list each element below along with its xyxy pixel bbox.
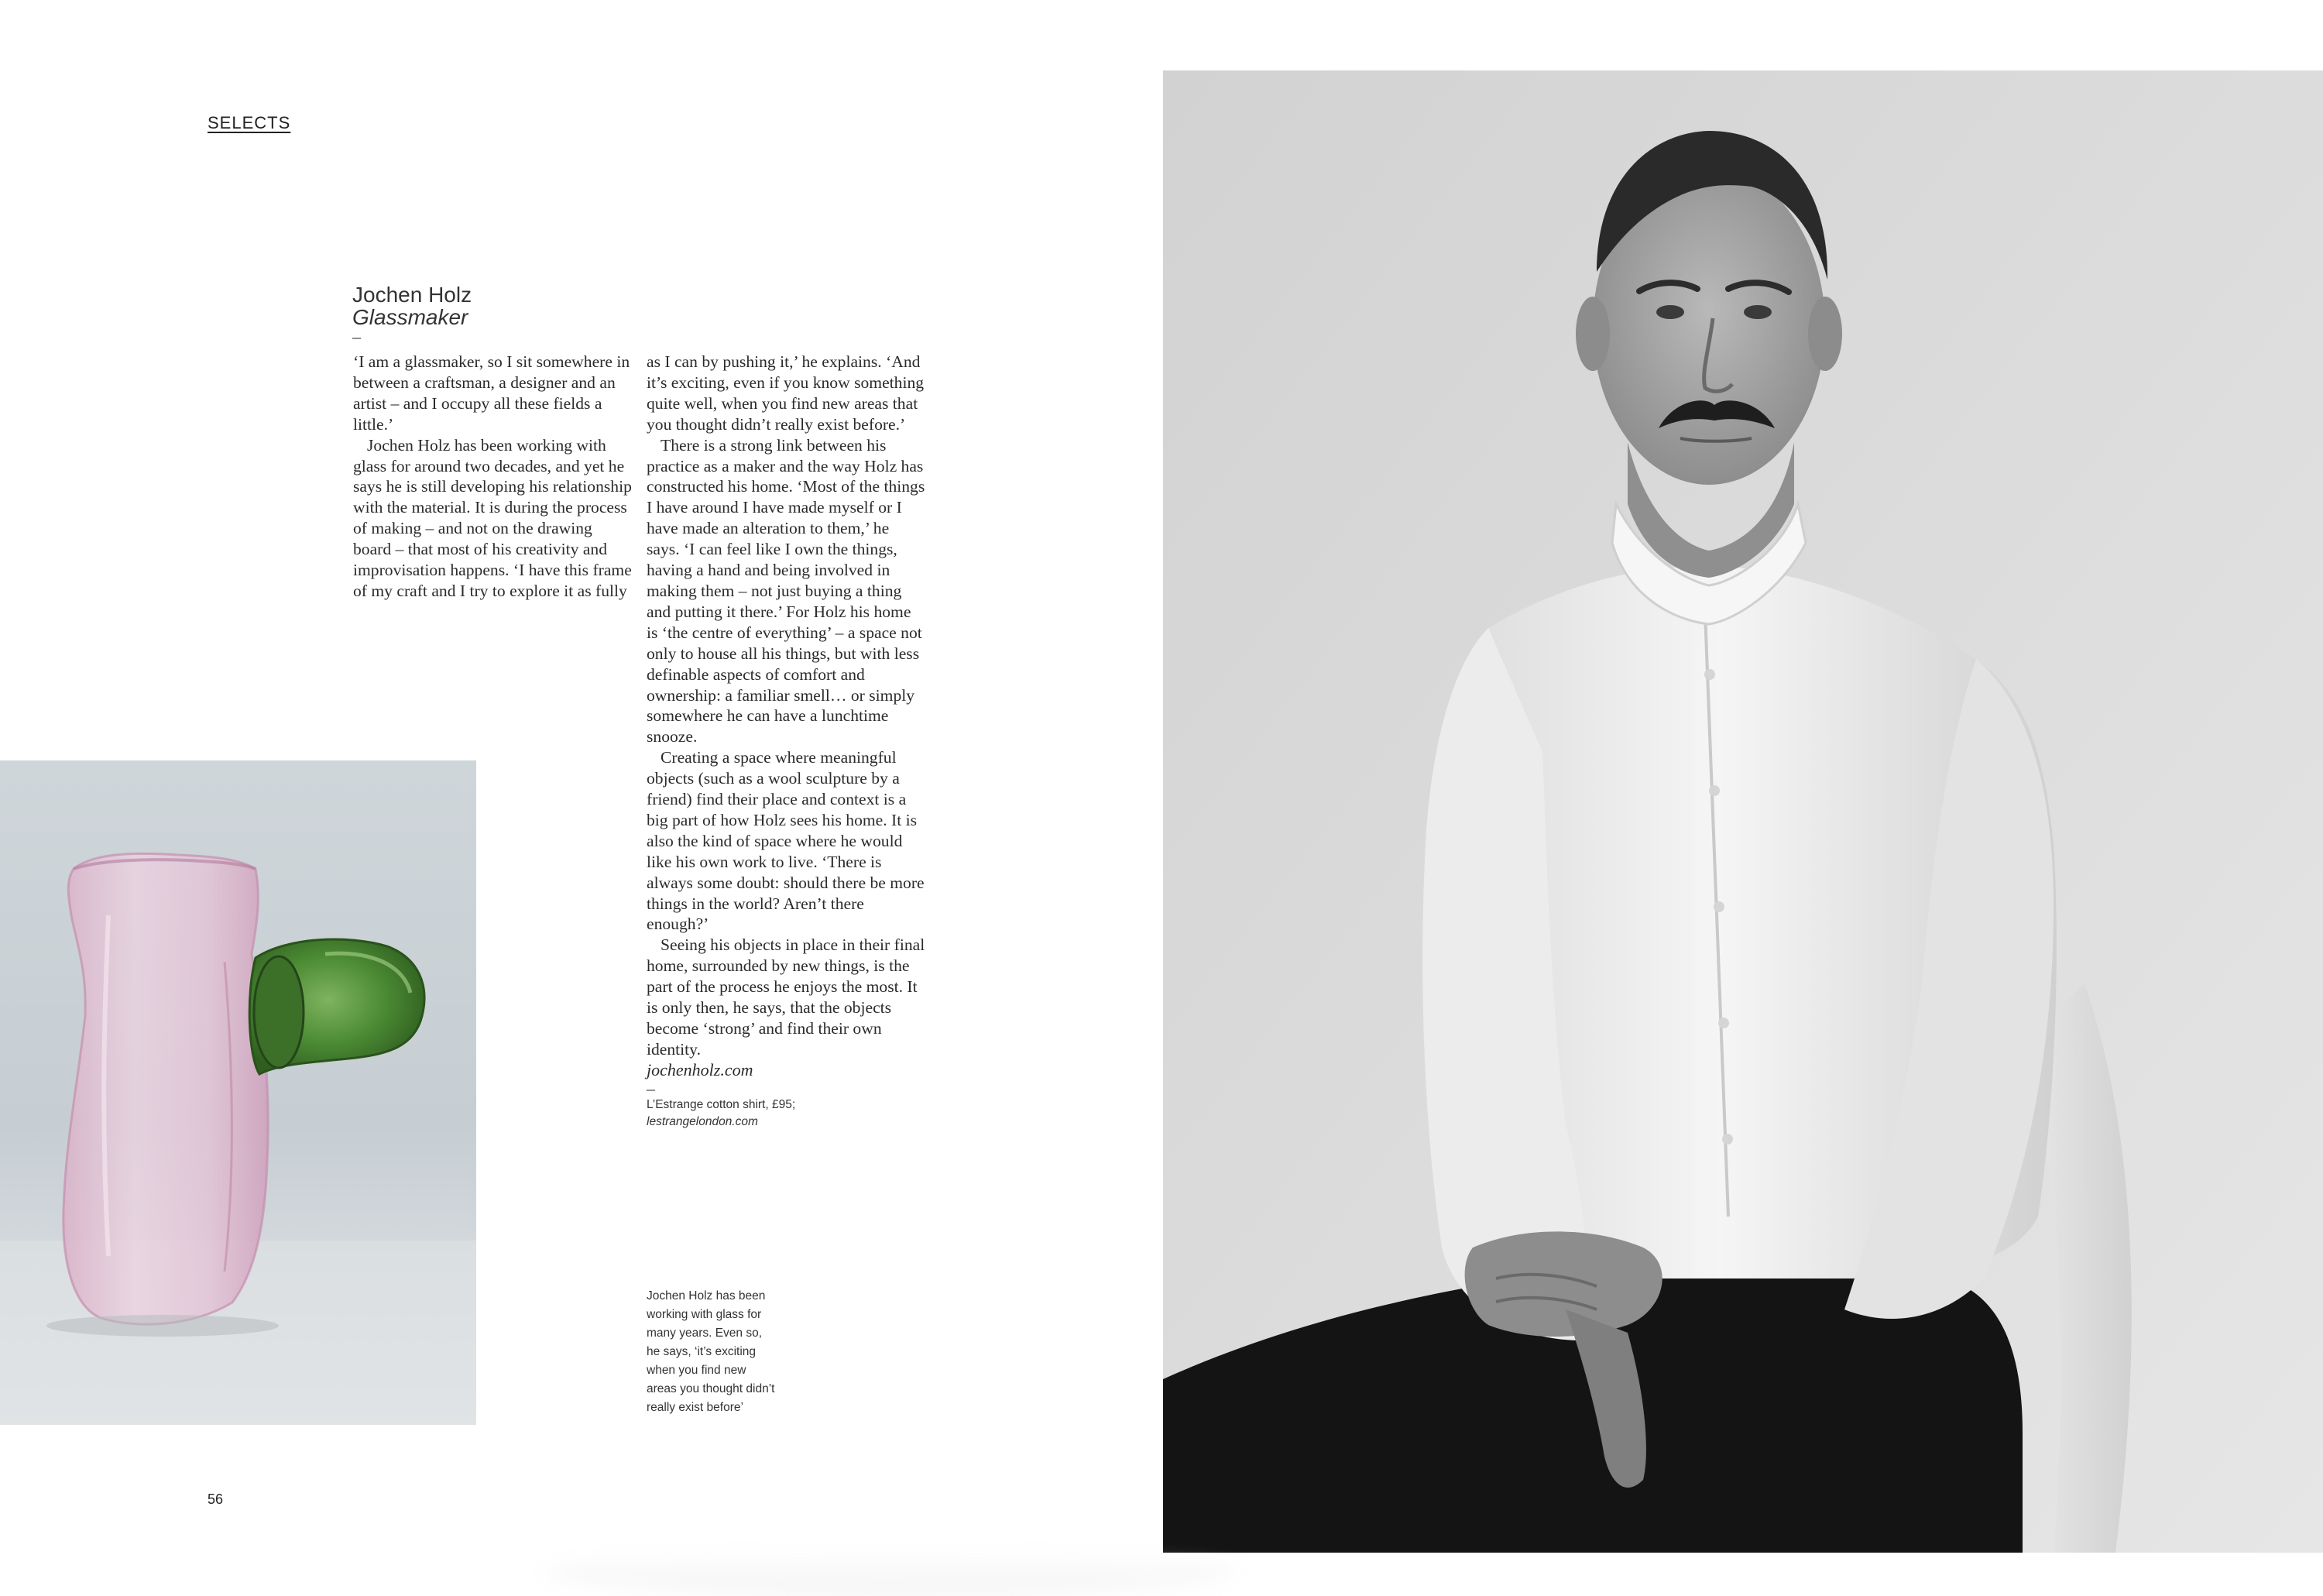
page-number: 56 (208, 1491, 224, 1507)
article-column-2 (647, 352, 925, 1131)
website-link[interactable]: jochenholz.com (647, 1059, 753, 1079)
portrait-photo (1163, 70, 2323, 1553)
paragraph: There is a strong link between his practice as a maker and the way Holz has constructed his home. ‘Most of the things I have around I have made myself or I have made an alteration to them,’ he says. ‘I can feel like I own the things, having a hand and being involved in making them – not just buying a thing and putting it there.’ For Holz his home is ‘the centre of everything’ – a space not only to house all his things, but with less definable aspects of comfort and ownership: a familiar smell… or simply somewhere he can have a lunchtime snooze. (647, 435, 925, 747)
glass-jug-photo (0, 760, 476, 1425)
section-label: SELECTS (208, 113, 291, 132)
page-shadow (542, 1549, 1239, 1596)
paragraph: Seeing his objects in place in their final home, surrounded by new things, is the part of the process he enjoys the most. It is only then, he says, that the objects become ‘strong’ and find their own identity. (647, 935, 925, 1059)
author-name: Jochen Holz (352, 283, 472, 307)
paragraph: Creating a space where meaningful objects (such as a wool sculpture by a friend) find their place and context is a big part of how Holz sees his home. It is also the kind of space where he would like his own work to live. ‘There is always some doubt: should there be more things in the world? Aren’t there enough?’ (647, 748, 925, 934)
byline (352, 283, 472, 345)
paragraph: as I can by pushing it,’ he explains. ‘And it’s exciting, even if you know something quite well, when you find new areas that you thought didn’t really exist before.’ (647, 352, 925, 434)
jug-body (63, 853, 268, 1324)
author-role: Glassmaker (352, 305, 468, 329)
photo-caption: Jochen Holz has been working with glass for many years. Even so, he says, ‘it’s exciting when you find new areas you thought didn’t really exist before’ (647, 1289, 775, 1414)
credit-text: L’Estrange cotton shirt, £95; (647, 1097, 796, 1111)
hands (1465, 1231, 1662, 1337)
article-column-1 (353, 352, 632, 602)
paragraph: Jochen Holz has been working with glass for around two decades, and yet he says he is still developing his relationship with the material. It is during the process of making – and not on the drawing board – that most of his creativity and improvisation happens. ‘I have this frame of my craft and I try to explore it as fully (353, 435, 632, 600)
byline-dash: – (352, 327, 361, 346)
clothing-credit (647, 1097, 925, 1131)
credit-url[interactable]: lestrangelondon.com (647, 1114, 758, 1128)
end-dash: – (647, 1079, 655, 1098)
paragraph: ‘I am a glassmaker, so I sit somewhere in between a craftsman, a designer and an artist – and I occupy all these fields a little.’ (353, 352, 630, 434)
